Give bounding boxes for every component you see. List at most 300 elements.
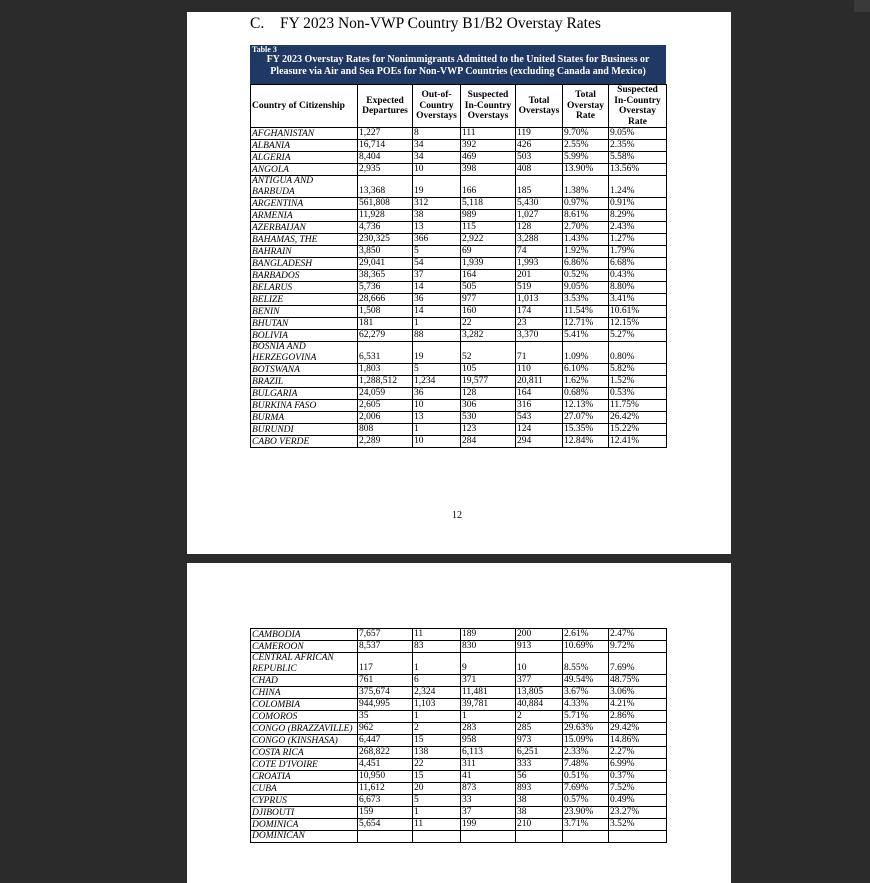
value-cell <box>563 831 609 843</box>
value-cell: 1 <box>413 711 461 723</box>
table-row <box>251 270 667 282</box>
value-cell: 377 <box>516 675 563 687</box>
table-row <box>251 831 667 843</box>
value-cell: 2,922 <box>461 234 516 246</box>
value-cell: 49.54% <box>563 675 609 687</box>
value-cell: 285 <box>516 723 563 735</box>
value-cell <box>413 831 461 843</box>
table-row <box>251 819 667 831</box>
value-cell: 1,508 <box>358 306 413 318</box>
value-cell: 13,805 <box>516 687 563 699</box>
value-cell: 11,928 <box>358 210 413 222</box>
table-row <box>251 176 667 198</box>
value-cell: 11.75% <box>609 400 667 412</box>
value-cell: 160 <box>461 306 516 318</box>
value-cell: 3.06% <box>609 687 667 699</box>
value-cell: 0.80% <box>609 342 667 364</box>
country-cell: BHUTAN <box>251 318 358 330</box>
value-cell: 2,289 <box>358 436 413 448</box>
value-cell: 2.61% <box>563 629 609 641</box>
viewer-scrollbar-corner <box>854 0 870 12</box>
value-cell: 958 <box>461 735 516 747</box>
value-cell: 5 <box>413 795 461 807</box>
table-row <box>251 653 667 675</box>
value-cell: 3,370 <box>516 330 563 342</box>
table-row <box>251 318 667 330</box>
value-cell: 5.27% <box>609 330 667 342</box>
table-row <box>251 783 667 795</box>
table-row <box>251 164 667 176</box>
country-cell: BOLIVIA <box>251 330 358 342</box>
table-header-row <box>251 85 667 128</box>
value-cell: 13.56% <box>609 164 667 176</box>
value-cell: 9 <box>461 653 516 675</box>
table-row <box>251 128 667 140</box>
value-cell: 74 <box>516 246 563 258</box>
value-cell: 311 <box>461 759 516 771</box>
value-cell: 1,288,512 <box>358 376 413 388</box>
value-cell: 13 <box>413 222 461 234</box>
country-cell: CROATIA <box>251 771 358 783</box>
value-cell: 294 <box>516 436 563 448</box>
value-cell: 54 <box>413 258 461 270</box>
table-row <box>251 246 667 258</box>
value-cell: 5 <box>413 246 461 258</box>
value-cell: 124 <box>516 424 563 436</box>
value-cell: 2.55% <box>563 140 609 152</box>
country-cell: BELIZE <box>251 294 358 306</box>
col-header-out-of-country: Out-of-Country Overstays <box>413 85 461 128</box>
value-cell: 3.67% <box>563 687 609 699</box>
value-cell: 1 <box>413 424 461 436</box>
value-cell: 19,577 <box>461 376 516 388</box>
value-cell: 15.35% <box>563 424 609 436</box>
value-cell: 15.22% <box>609 424 667 436</box>
value-cell: 913 <box>516 641 563 653</box>
table-row <box>251 629 667 641</box>
value-cell: 1.62% <box>563 376 609 388</box>
value-cell: 3.53% <box>563 294 609 306</box>
value-cell: 200 <box>516 629 563 641</box>
value-cell: 830 <box>461 641 516 653</box>
value-cell: 5,736 <box>358 282 413 294</box>
table-row <box>251 687 667 699</box>
value-cell: 284 <box>461 436 516 448</box>
value-cell: 11,612 <box>358 783 413 795</box>
country-cell: BOTSWANA <box>251 364 358 376</box>
value-cell: 185 <box>516 176 563 198</box>
value-cell: 7.69% <box>609 653 667 675</box>
country-cell: CHINA <box>251 687 358 699</box>
value-cell: 1 <box>461 711 516 723</box>
value-cell <box>358 831 413 843</box>
value-cell: 2.27% <box>609 747 667 759</box>
table-row <box>251 152 667 164</box>
country-cell: BANGLADESH <box>251 258 358 270</box>
value-cell: 306 <box>461 400 516 412</box>
value-cell: 110 <box>516 364 563 376</box>
value-cell: 3.71% <box>563 819 609 831</box>
value-cell: 11 <box>413 629 461 641</box>
value-cell: 0.37% <box>609 771 667 783</box>
country-cell: ARMENIA <box>251 210 358 222</box>
value-cell: 88 <box>413 330 461 342</box>
value-cell: 8.61% <box>563 210 609 222</box>
table-row <box>251 699 667 711</box>
country-cell: ANTIGUA AND BARBUDA <box>251 176 358 198</box>
value-cell <box>609 831 667 843</box>
value-cell: 375,674 <box>358 687 413 699</box>
value-cell: 0.97% <box>563 198 609 210</box>
value-cell: 0.52% <box>563 270 609 282</box>
value-cell: 119 <box>516 128 563 140</box>
value-cell: 19 <box>413 342 461 364</box>
value-cell: 316 <box>516 400 563 412</box>
value-cell: 11.54% <box>563 306 609 318</box>
country-cell: COSTA RICA <box>251 747 358 759</box>
country-cell: ANGOLA <box>251 164 358 176</box>
value-cell: 8.29% <box>609 210 667 222</box>
value-cell: 48.75% <box>609 675 667 687</box>
country-cell: COMOROS <box>251 711 358 723</box>
table-row <box>251 747 667 759</box>
value-cell: 41 <box>461 771 516 783</box>
country-cell: CAMBODIA <box>251 629 358 641</box>
col-header-in-country-rate: Suspected In-Country Overstay Rate <box>609 85 667 128</box>
country-cell: ALGERIA <box>251 152 358 164</box>
value-cell: 33 <box>461 795 516 807</box>
table-title: FY 2023 Overstay Rates for Nonimmigrants Admitted to the United States for Business or Pleasure via Air and Sea POEs for Non-VWP Countries (excluding Canada and Mexico) <box>266 54 650 77</box>
value-cell: 62,279 <box>358 330 413 342</box>
value-cell: 210 <box>516 819 563 831</box>
country-cell: ALBANIA <box>251 140 358 152</box>
col-header-total-rate: Total Overstay Rate <box>563 85 609 128</box>
table-row <box>251 723 667 735</box>
value-cell: 7.48% <box>563 759 609 771</box>
country-cell: BRAZIL <box>251 376 358 388</box>
value-cell: 29.42% <box>609 723 667 735</box>
value-cell: 3.41% <box>609 294 667 306</box>
value-cell: 3,850 <box>358 246 413 258</box>
table-label: Table 3 <box>252 45 277 54</box>
value-cell: 0.51% <box>563 771 609 783</box>
value-cell: 1,803 <box>358 364 413 376</box>
country-cell: BURKINA FASO <box>251 400 358 412</box>
value-cell: 15 <box>413 735 461 747</box>
section-title: FY 2023 Non-VWP Country B1/B2 Overstay Rates <box>280 15 601 32</box>
value-cell: 333 <box>516 759 563 771</box>
table-row <box>251 198 667 210</box>
table-row <box>251 330 667 342</box>
col-header-total-overstays: Total Overstays <box>516 85 563 128</box>
value-cell: 4,451 <box>358 759 413 771</box>
value-cell: 37 <box>413 270 461 282</box>
value-cell: 1.27% <box>609 234 667 246</box>
country-cell: CUBA <box>251 783 358 795</box>
value-cell: 873 <box>461 783 516 795</box>
section-heading <box>250 15 601 33</box>
value-cell: 6.68% <box>609 258 667 270</box>
value-cell: 1,993 <box>516 258 563 270</box>
value-cell: 35 <box>358 711 413 723</box>
value-cell: 19 <box>413 176 461 198</box>
value-cell: 398 <box>461 164 516 176</box>
value-cell: 105 <box>461 364 516 376</box>
value-cell: 26.42% <box>609 412 667 424</box>
country-cell: BURUNDI <box>251 424 358 436</box>
table-row <box>251 436 667 448</box>
table-row <box>251 795 667 807</box>
value-cell: 1.92% <box>563 246 609 258</box>
value-cell: 128 <box>516 222 563 234</box>
value-cell: 0.91% <box>609 198 667 210</box>
value-cell: 56 <box>516 771 563 783</box>
table-body-page-2 <box>251 629 667 843</box>
value-cell: 543 <box>516 412 563 424</box>
value-cell: 52 <box>461 342 516 364</box>
value-cell: 23.27% <box>609 807 667 819</box>
table-row <box>251 759 667 771</box>
value-cell: 4,736 <box>358 222 413 234</box>
value-cell: 13,368 <box>358 176 413 198</box>
table-row <box>251 807 667 819</box>
country-cell: DOMINICAN <box>251 831 358 843</box>
table-row <box>251 711 667 723</box>
value-cell: 6,531 <box>358 342 413 364</box>
table-row <box>251 412 667 424</box>
value-cell: 5,430 <box>516 198 563 210</box>
value-cell: 5 <box>413 364 461 376</box>
table-row <box>251 735 667 747</box>
value-cell: 201 <box>516 270 563 282</box>
table-row <box>251 234 667 246</box>
value-cell: 505 <box>461 282 516 294</box>
value-cell: 83 <box>413 641 461 653</box>
value-cell: 28,666 <box>358 294 413 306</box>
value-cell: 22 <box>461 318 516 330</box>
value-cell: 10 <box>413 436 461 448</box>
value-cell: 10.61% <box>609 306 667 318</box>
value-cell: 7.52% <box>609 783 667 795</box>
value-cell: 166 <box>461 176 516 198</box>
table-row <box>251 222 667 234</box>
value-cell: 138 <box>413 747 461 759</box>
value-cell <box>461 831 516 843</box>
value-cell: 199 <box>461 819 516 831</box>
table-row <box>251 140 667 152</box>
value-cell: 6.99% <box>609 759 667 771</box>
country-cell: DJIBOUTI <box>251 807 358 819</box>
value-cell: 0.43% <box>609 270 667 282</box>
country-cell: COTE D'IVOIRE <box>251 759 358 771</box>
value-cell: 15.09% <box>563 735 609 747</box>
value-cell: 38 <box>516 795 563 807</box>
value-cell: 15 <box>413 771 461 783</box>
value-cell: 1.52% <box>609 376 667 388</box>
value-cell: 469 <box>461 152 516 164</box>
value-cell: 503 <box>516 152 563 164</box>
value-cell: 530 <box>461 412 516 424</box>
value-cell: 20,811 <box>516 376 563 388</box>
country-cell: ARGENTINA <box>251 198 358 210</box>
value-cell: 13.90% <box>563 164 609 176</box>
value-cell: 8.80% <box>609 282 667 294</box>
country-cell: CABO VERDE <box>251 436 358 448</box>
table-row <box>251 400 667 412</box>
value-cell: 392 <box>461 140 516 152</box>
table-row <box>251 675 667 687</box>
value-cell: 115 <box>461 222 516 234</box>
value-cell: 3.52% <box>609 819 667 831</box>
value-cell: 11 <box>413 819 461 831</box>
value-cell: 2.35% <box>609 140 667 152</box>
country-cell: AFGHANISTAN <box>251 128 358 140</box>
value-cell: 5,118 <box>461 198 516 210</box>
value-cell: 174 <box>516 306 563 318</box>
value-cell: 4.21% <box>609 699 667 711</box>
value-cell: 808 <box>358 424 413 436</box>
value-cell: 989 <box>461 210 516 222</box>
table-row <box>251 258 667 270</box>
value-cell: 12.41% <box>609 436 667 448</box>
value-cell: 10 <box>516 653 563 675</box>
value-cell: 1.43% <box>563 234 609 246</box>
value-cell: 1,103 <box>413 699 461 711</box>
value-cell: 39,781 <box>461 699 516 711</box>
value-cell: 6,447 <box>358 735 413 747</box>
value-cell: 71 <box>516 342 563 364</box>
value-cell: 977 <box>461 294 516 306</box>
col-header-country: Country of Citizenship <box>251 85 358 128</box>
value-cell: 0.53% <box>609 388 667 400</box>
value-cell: 1 <box>413 807 461 819</box>
value-cell: 14.86% <box>609 735 667 747</box>
value-cell: 6,673 <box>358 795 413 807</box>
value-cell: 1,939 <box>461 258 516 270</box>
value-cell: 5.82% <box>609 364 667 376</box>
value-cell: 111 <box>461 128 516 140</box>
value-cell: 893 <box>516 783 563 795</box>
value-cell: 6 <box>413 675 461 687</box>
value-cell: 6.10% <box>563 364 609 376</box>
value-cell: 34 <box>413 152 461 164</box>
value-cell: 1,227 <box>358 128 413 140</box>
country-cell: BELARUS <box>251 282 358 294</box>
value-cell: 973 <box>516 735 563 747</box>
country-cell: BENIN <box>251 306 358 318</box>
table-row <box>251 342 667 364</box>
value-cell: 944,995 <box>358 699 413 711</box>
value-cell: 2,605 <box>358 400 413 412</box>
value-cell: 761 <box>358 675 413 687</box>
value-cell: 8,404 <box>358 152 413 164</box>
value-cell: 12.15% <box>609 318 667 330</box>
value-cell: 14 <box>413 282 461 294</box>
value-cell: 181 <box>358 318 413 330</box>
country-cell: BULGARIA <box>251 388 358 400</box>
value-cell: 7,657 <box>358 629 413 641</box>
value-cell: 2 <box>413 723 461 735</box>
value-cell: 2,324 <box>413 687 461 699</box>
table-row <box>251 641 667 653</box>
value-cell: 69 <box>461 246 516 258</box>
value-cell: 128 <box>461 388 516 400</box>
value-cell: 3,288 <box>516 234 563 246</box>
value-cell: 268,822 <box>358 747 413 759</box>
value-cell: 519 <box>516 282 563 294</box>
country-cell: BOSNIA AND HERZEGOVINA <box>251 342 358 364</box>
value-cell: 0.49% <box>609 795 667 807</box>
value-cell: 27.07% <box>563 412 609 424</box>
value-cell: 29,041 <box>358 258 413 270</box>
value-cell: 1,234 <box>413 376 461 388</box>
value-cell: 1,027 <box>516 210 563 222</box>
value-cell: 36 <box>413 294 461 306</box>
value-cell: 312 <box>413 198 461 210</box>
value-cell: 9.05% <box>609 128 667 140</box>
value-cell: 5.99% <box>563 152 609 164</box>
value-cell: 2.86% <box>609 711 667 723</box>
page-number: 12 <box>452 510 462 521</box>
value-cell: 40,884 <box>516 699 563 711</box>
value-cell: 189 <box>461 629 516 641</box>
value-cell: 5.58% <box>609 152 667 164</box>
country-cell: CONGO (BRAZZAVILLE) <box>251 723 358 735</box>
value-cell: 37 <box>461 807 516 819</box>
value-cell: 164 <box>516 388 563 400</box>
value-cell: 0.57% <box>563 795 609 807</box>
country-cell: CYPRUS <box>251 795 358 807</box>
value-cell: 230,325 <box>358 234 413 246</box>
table-caption <box>250 45 666 84</box>
col-header-expected-departures: Expected Departures <box>358 85 413 128</box>
value-cell <box>516 831 563 843</box>
value-cell: 4.33% <box>563 699 609 711</box>
value-cell: 38 <box>413 210 461 222</box>
country-cell: DOMINICA <box>251 819 358 831</box>
value-cell: 9.72% <box>609 641 667 653</box>
value-cell: 12.13% <box>563 400 609 412</box>
value-cell: 10.69% <box>563 641 609 653</box>
table-row <box>251 771 667 783</box>
value-cell: 2.33% <box>563 747 609 759</box>
section-letter: C. <box>250 15 265 32</box>
value-cell: 408 <box>516 164 563 176</box>
table-row <box>251 282 667 294</box>
value-cell: 23 <box>516 318 563 330</box>
value-cell: 164 <box>461 270 516 282</box>
country-cell: BARBADOS <box>251 270 358 282</box>
value-cell: 9.70% <box>563 128 609 140</box>
country-cell: CHAD <box>251 675 358 687</box>
value-cell: 6,113 <box>461 747 516 759</box>
value-cell: 12.84% <box>563 436 609 448</box>
value-cell: 20 <box>413 783 461 795</box>
value-cell: 8 <box>413 128 461 140</box>
value-cell: 10,950 <box>358 771 413 783</box>
value-cell: 5.41% <box>563 330 609 342</box>
value-cell: 10 <box>413 400 461 412</box>
value-cell: 1.24% <box>609 176 667 198</box>
value-cell: 9.05% <box>563 282 609 294</box>
col-header-suspected-in-country: Suspected In-Country Overstays <box>461 85 516 128</box>
value-cell: 1 <box>413 318 461 330</box>
value-cell: 12.71% <box>563 318 609 330</box>
country-cell: CONGO (KINSHASA) <box>251 735 358 747</box>
overstay-table-page-1 <box>250 84 667 448</box>
table-row <box>251 376 667 388</box>
value-cell: 0.68% <box>563 388 609 400</box>
